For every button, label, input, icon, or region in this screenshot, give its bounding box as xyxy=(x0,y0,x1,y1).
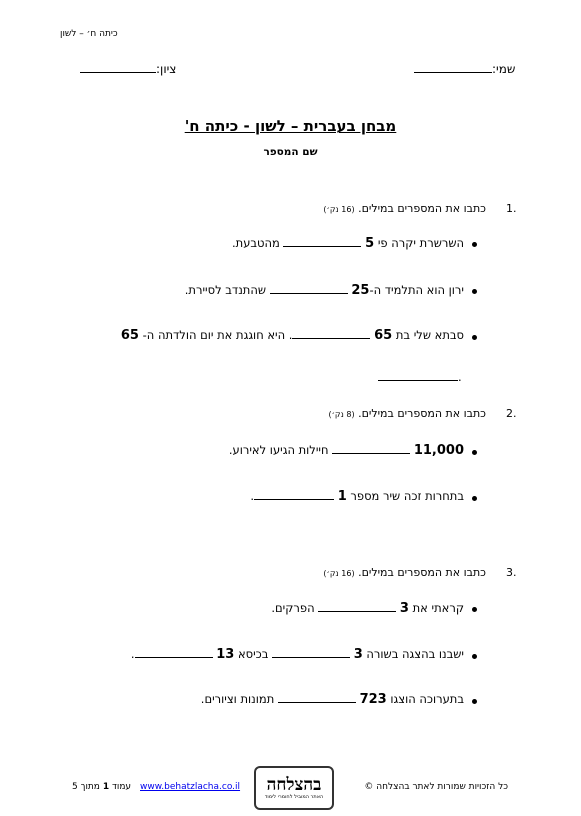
points-badge: (16 נק׳) xyxy=(323,205,355,214)
item-text: בכיסא xyxy=(237,647,269,661)
item-text: סבתא שלי בת xyxy=(395,328,464,342)
grade-blank[interactable] xyxy=(80,62,156,73)
item-number: 65 xyxy=(120,328,139,343)
instruction-text: כתבו את המספרים במילים. xyxy=(358,407,486,420)
question-1-number: 1. xyxy=(506,202,517,215)
bullet xyxy=(472,699,477,704)
q3-item-2 xyxy=(131,647,464,662)
logo-tagline: האתר המוביל לחומרי לימוד xyxy=(264,793,324,800)
name-label: שמי: xyxy=(492,62,516,76)
bullet xyxy=(472,289,477,294)
bullet xyxy=(472,496,477,501)
item-text: השרשרת יקרה פי xyxy=(377,236,464,250)
points-badge: (16 נק׳) xyxy=(323,569,355,578)
item-text: מהטבעת. xyxy=(231,236,280,250)
item-text: . xyxy=(250,489,255,503)
instruction-text: כתבו את המספרים במילים. xyxy=(358,202,486,215)
grade-field xyxy=(80,62,176,76)
q2-item-2 xyxy=(250,489,464,504)
bullet xyxy=(472,607,477,612)
item-number: 1 xyxy=(337,489,347,504)
answer-blank[interactable] xyxy=(318,601,396,612)
class-subject-header: כיתה ח׳ – לשון xyxy=(60,29,118,39)
question-3-instruction xyxy=(323,566,486,579)
answer-blank[interactable] xyxy=(254,489,334,500)
q3-item-3 xyxy=(201,692,464,707)
question-3-number: 3. xyxy=(506,566,517,579)
name-field xyxy=(414,62,515,76)
item-number: 11,000 xyxy=(413,443,464,458)
bullet xyxy=(472,654,477,659)
page-title: מבחן בעברית – לשון - כיתה ח' xyxy=(184,117,397,135)
question-2-number: 2. xyxy=(506,407,517,420)
q2-item-1 xyxy=(229,443,464,458)
q1-item-3-continuation xyxy=(378,370,462,384)
answer-blank[interactable] xyxy=(135,647,213,658)
answer-blank[interactable] xyxy=(332,443,410,454)
item-number: 3 xyxy=(353,647,363,662)
item-number: 5 xyxy=(365,236,375,251)
answer-blank[interactable] xyxy=(278,692,356,703)
q3-item-1 xyxy=(271,601,464,616)
page-subtitle: שם המספר xyxy=(263,146,318,158)
item-text: הפרקים. xyxy=(271,601,315,615)
logo-text: בהצלחה xyxy=(266,774,322,795)
item-number: 723 xyxy=(359,692,387,707)
answer-blank[interactable] xyxy=(270,283,348,294)
item-number: 13 xyxy=(216,647,235,662)
item-text: ירון הוא התלמיד ה- xyxy=(369,283,464,297)
item-number: 25 xyxy=(351,283,370,298)
item-text: חיילות הגיעו לאירוע. xyxy=(228,443,329,457)
q1-item-1 xyxy=(232,236,464,251)
item-text: . היא חוגגת את יום הולדתה ה- xyxy=(142,328,293,342)
answer-blank[interactable] xyxy=(283,236,361,247)
question-2-instruction xyxy=(328,407,486,420)
site-link[interactable]: www.behatzlacha.co.il xyxy=(140,782,241,792)
item-text: בתחרות זכה שיר מספר xyxy=(350,489,464,503)
bullet xyxy=(472,335,477,340)
answer-blank[interactable] xyxy=(378,370,458,381)
page-of-label: מתוך xyxy=(80,782,100,792)
page-counter xyxy=(72,782,131,792)
site-logo xyxy=(254,766,334,810)
answer-blank[interactable] xyxy=(272,647,350,658)
question-1-instruction xyxy=(323,202,486,215)
item-number: 3 xyxy=(399,601,409,616)
grade-label: ציון: xyxy=(156,62,177,76)
q1-item-3 xyxy=(121,328,464,343)
page-label: עמוד xyxy=(111,782,132,792)
item-text: . xyxy=(130,647,135,661)
item-text: קראתי את xyxy=(412,601,464,615)
name-blank[interactable] xyxy=(414,62,492,73)
answer-blank[interactable] xyxy=(292,328,370,339)
item-number: 65 xyxy=(374,328,393,343)
points-badge: (8 נק׳) xyxy=(328,410,355,419)
item-text: תמונות וציורים. xyxy=(200,692,275,706)
item-text: בתערוכה הוצגו xyxy=(390,692,464,706)
page-number: 1 xyxy=(102,782,110,792)
item-text: שהתנדב לסיירת. xyxy=(184,283,267,297)
item-text: ישבנו בהצגה בשורה xyxy=(366,647,464,661)
q1-item-2 xyxy=(185,283,464,298)
instruction-text: כתבו את המספרים במילים. xyxy=(358,566,486,579)
copyright-notice: כל הזכויות שמורות לאתר בהצלחה © xyxy=(364,782,508,792)
bullet xyxy=(472,450,477,455)
item-text: . xyxy=(458,370,462,384)
bullet xyxy=(472,242,477,247)
page-total: 5 xyxy=(72,782,78,792)
